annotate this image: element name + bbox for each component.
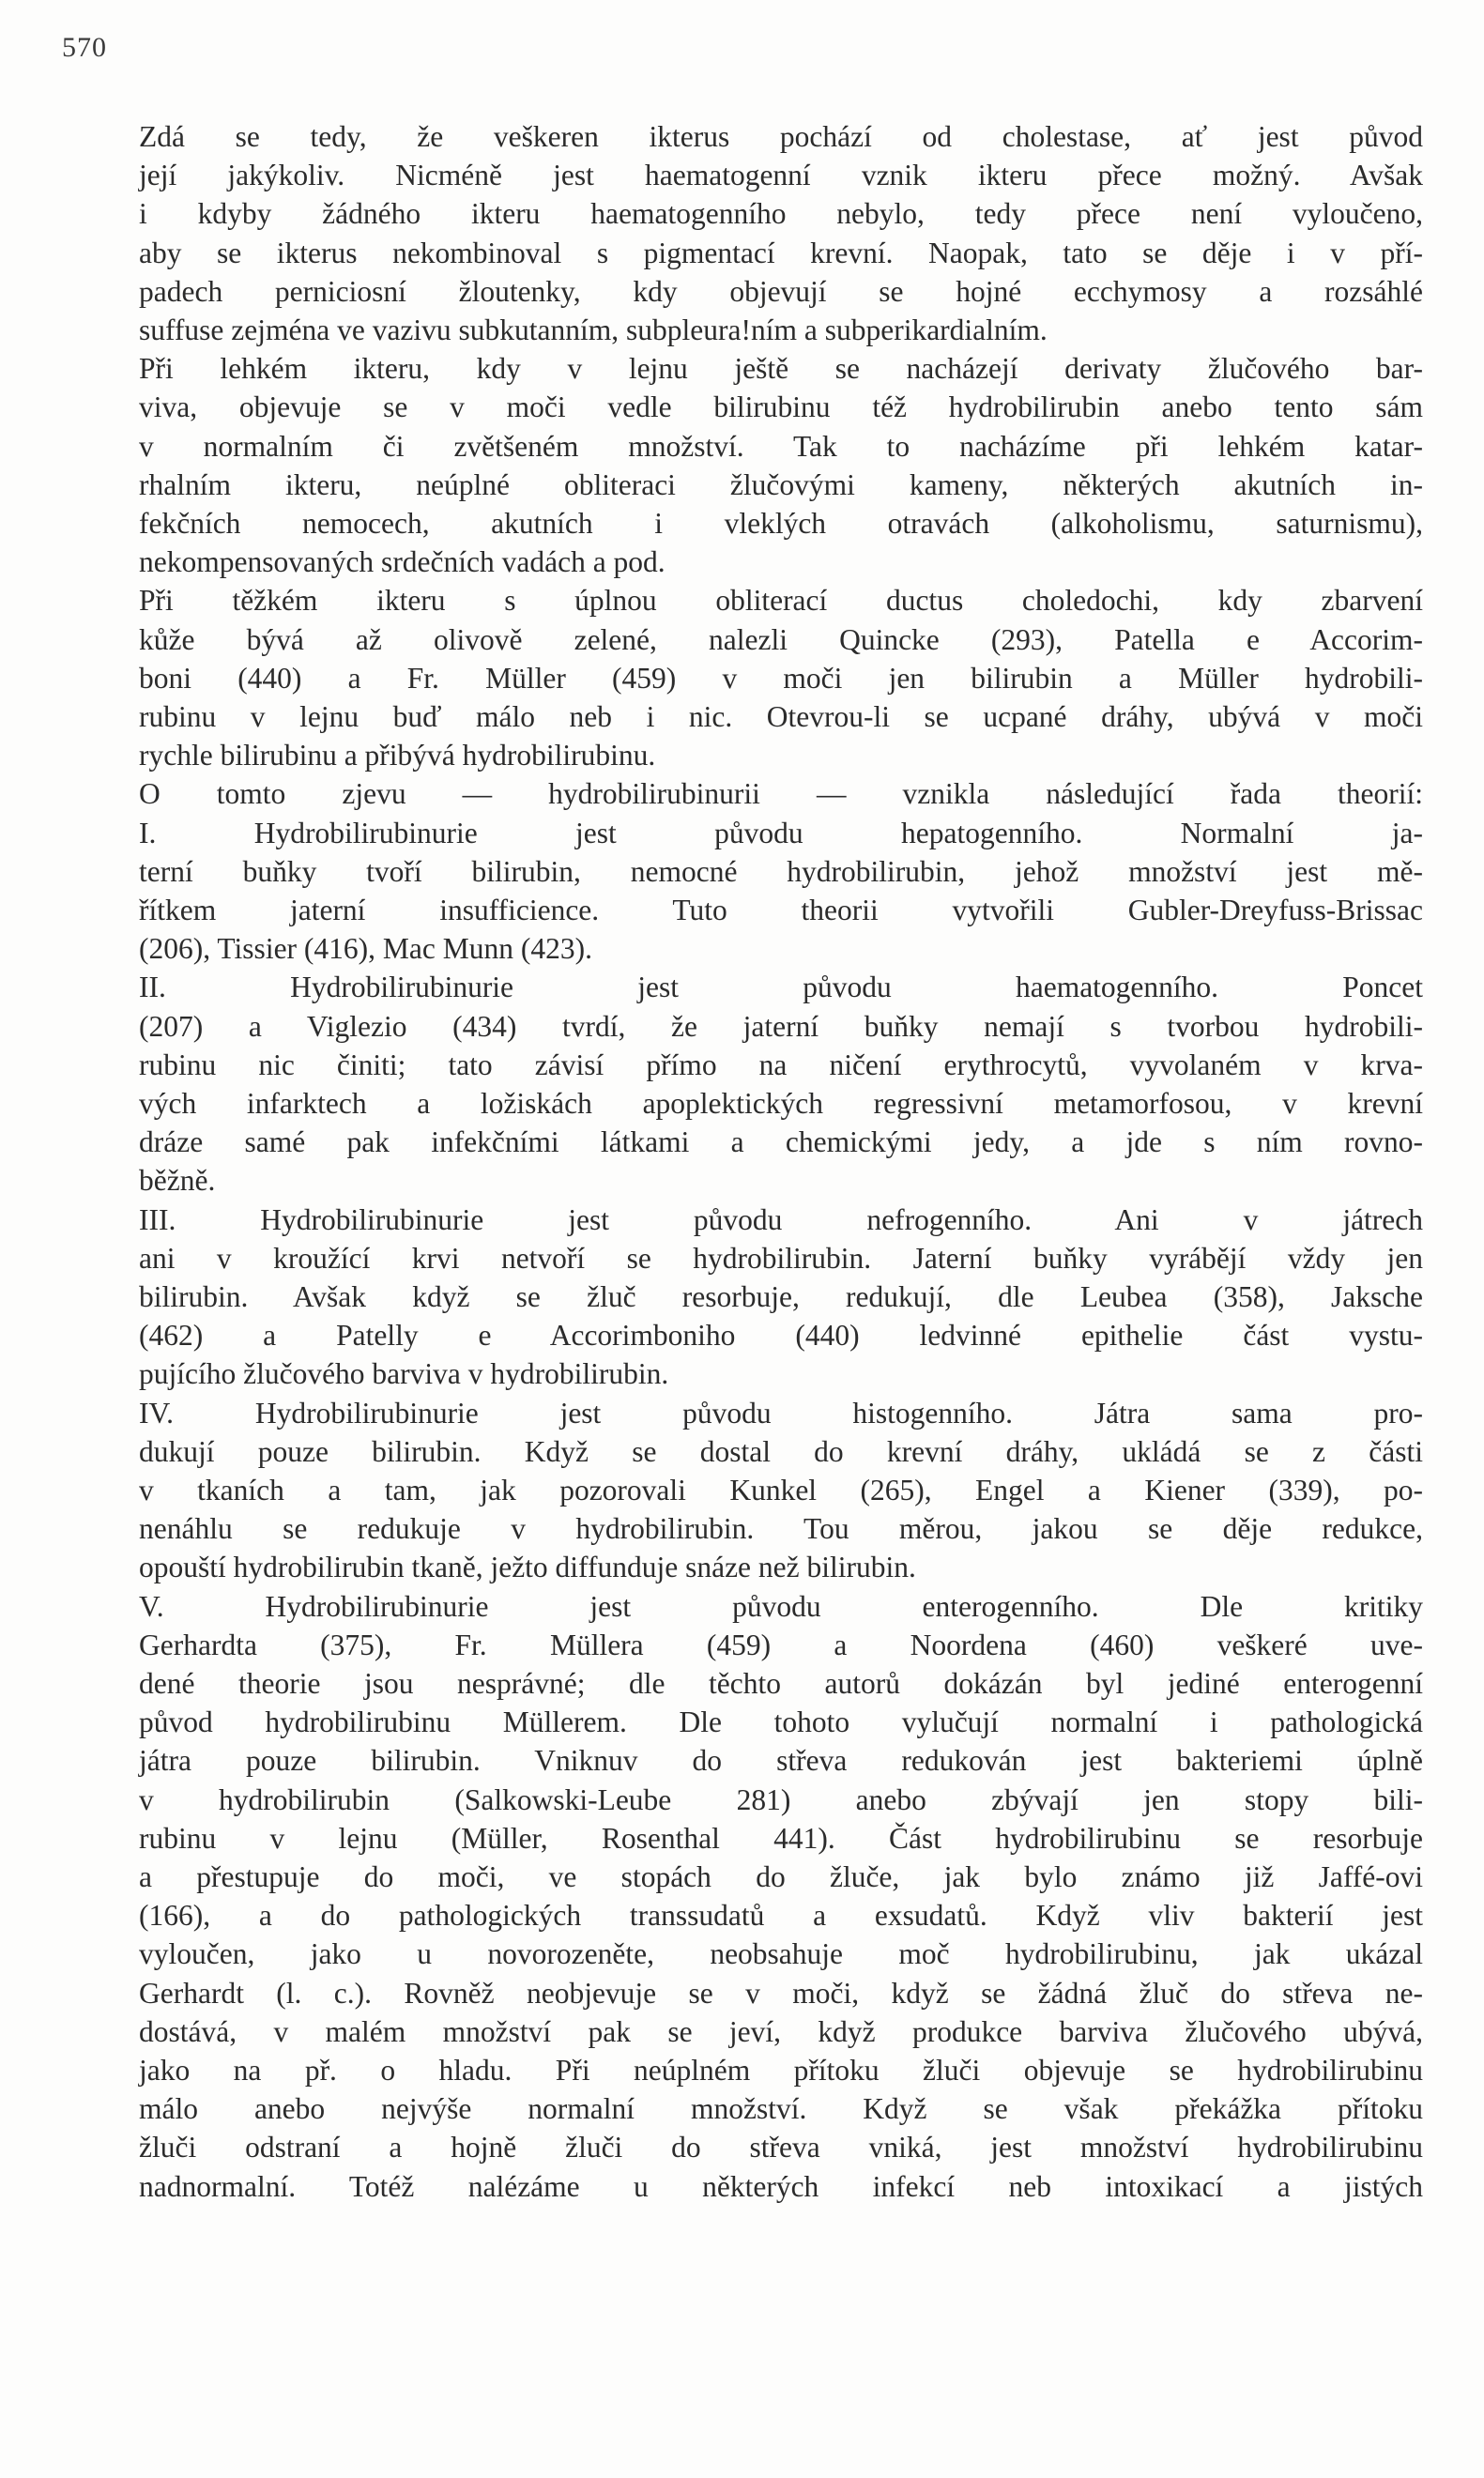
text-line: Gerhardt (l. c.). Rovněž neobjevuje se v moči, když se žádná žluč do střeva ne-: [139, 1976, 1423, 2010]
text-line: vyloučen, jako u novorozeněte, neobsahuje moč hydrobilirubinu, jak ukázal: [139, 1937, 1423, 1971]
text-line: II. Hydrobilirubinurie jest původu haematogenního. Poncet: [139, 971, 1423, 1004]
page-number: 570: [62, 32, 107, 63]
text-line: (462) a Patelly e Accorimboniho (440) ledvinné epithelie část vystu-: [139, 1319, 1423, 1353]
text-line: dené theorie jsou nesprávné; dle těchto autorů dokázán byl jediné enterogenní: [139, 1667, 1423, 1700]
text-line: Při lehkém ikteru, kdy v lejnu ještě se nacházejí derivaty žlučového bar-: [139, 352, 1423, 386]
text-line: nenáhlu se redukuje v hydrobilirubin. Tou měrou, jakou se děje redukce,: [139, 1512, 1423, 1546]
text-line: játra pouze bilirubin. Vniknuv do střeva redukován jest bakteriemi úplně: [139, 1744, 1423, 1778]
text-line: I. Hydrobilirubinurie jest původu hepatogenního. Normalní ja-: [139, 816, 1423, 849]
text-line: a přestupuje do moči, ve stopách do žluče, jak bylo známo již Jaffé-ovi: [139, 1860, 1423, 1893]
text-line: dostává, v malém množství pak se jeví, když produkce barviva žlučového ubývá,: [139, 2014, 1423, 2048]
text-line: v hydrobilirubin (Salkowski-Leube 281) anebo zbývají jen stopy bili-: [139, 1782, 1423, 1816]
text-line: žluči odstraní a hojně žluči do střeva vniká, jest množství hydrobilirubinu: [139, 2131, 1423, 2164]
text-line: Gerhardta (375), Fr. Müllera (459) a Noordena (460) veškeré uve-: [139, 1628, 1423, 1661]
text-line: kůže bývá až olivově zelené, nalezli Quincke (293), Patella e Accorim-: [139, 622, 1423, 656]
text-line: rychle bilirubinu a přibývá hydrobilirubinu.: [139, 739, 656, 772]
text-line: rubinu v lejnu buď málo neb i nic. Otevrou-li se ucpané dráhy, ubývá v moči: [139, 700, 1423, 733]
text-line: vých infarktech a ložiskách apoplektických regressivní metamorfosou, v krevní: [139, 1087, 1423, 1120]
text-line: nekompensovaných srdečních vadách a pod.: [139, 545, 666, 579]
text-line: Zdá se tedy, že veškeren ikterus pochází od cholestase, ať jest původ: [139, 120, 1423, 153]
text-line: opouští hydrobilirubin tkaně, ježto diffunduje snáze než bilirubin.: [139, 1551, 916, 1584]
text-line: III. Hydrobilirubinurie jest původu nefrogenního. Ani v játrech: [139, 1202, 1423, 1236]
text-line: Při těžkém ikteru s úplnou obliterací ductus choledochi, kdy zbarvení: [139, 584, 1423, 618]
text-line: málo anebo nejvýše normalní množství. Když se však překážka přítoku: [139, 2092, 1423, 2126]
text-line: původ hydrobilirubinu Müllerem. Dle tohoto vylučují normalní i pathologická: [139, 1706, 1423, 1739]
text-line: řítkem jaterní insufficience. Tuto theorii vytvořili Gubler-Dreyfuss-Brissac: [139, 894, 1423, 926]
text-line: běžně.: [139, 1164, 216, 1198]
text-line: aby se ikterus nekombinoval s pigmentací krevní. Naopak, tato se děje i v pří-: [139, 236, 1423, 269]
text-line: boni (440) a Fr. Müller (459) v moči jen bilirubin a Müller hydrobili-: [139, 661, 1423, 695]
text-line: její jakýkoliv. Nicméně jest haematogenní vznik ikteru přece možný. Avšak: [139, 159, 1423, 192]
text-line: dukují pouze bilirubin. Když se dostal do krevní dráhy, ukládá se z části: [139, 1434, 1423, 1468]
text-line: rubinu nic činiti; tato závisí přímo na ničení erythrocytů, vyvolaném v krva-: [139, 1048, 1423, 1081]
text-line: v tkaních a tam, jak pozorovali Kunkel (265), Engel a Kiener (339), po-: [139, 1474, 1423, 1507]
text-line: viva, objevuje se v moči vedle bilirubinu též hydrobilirubin anebo tento sám: [139, 390, 1423, 424]
text-line: jako na př. o hladu. Při neúplném přítoku žluči objevuje se hydrobilirubinu: [139, 2054, 1423, 2087]
text-line: rubinu v lejnu (Müller, Rosenthal 441). Část hydrobilirubinu se resorbuje: [139, 1821, 1423, 1855]
text-line: rhalním ikteru, neúplné obliteraci žlučovými kameny, některých akutních in-: [139, 467, 1423, 501]
text-line: O tomto zjevu — hydrobilirubinurii — vznikla následující řada theorií:: [139, 777, 1423, 811]
text-line: terní buňky tvoří bilirubin, nemocné hydrobilirubin, jehož množství jest mě-: [139, 854, 1423, 888]
text-line: nadnormalní. Totéž nalézáme u některých infekcí neb intoxikací a jistých: [139, 2169, 1423, 2203]
text-line: dráze samé pak infekčními látkami a chemickými jedy, a jde s ním rovno-: [139, 1125, 1423, 1159]
text-line: (206), Tissier (416), Mac Munn (423).: [139, 932, 592, 966]
text-line: V. Hydrobilirubinurie jest původu enterogenního. Dle kritiky: [139, 1589, 1423, 1623]
text-line: (207) a Viglezio (434) tvrdí, že jaterní buňky nemají s tvorbou hydrobili-: [139, 1009, 1423, 1043]
text-line: suffuse zejména ve vazivu subkutanním, subpleura!ním a subperikardialním.: [139, 314, 1048, 346]
text-line: pujícího žlučového barviva v hydrobilirubin.: [139, 1357, 669, 1391]
text-line: v normalním či zvětšeném množství. Tak to nacházíme při lehkém katar-: [139, 429, 1423, 463]
text-line: ani v kroužící krvi netvoří se hydrobilirubin. Jaterní buňky vyrábějí vždy jen: [139, 1241, 1423, 1275]
text-line: padech perniciosní žloutenky, kdy objevují se hojné ecchymosy a rozsáhlé: [139, 274, 1423, 308]
text-line: bilirubin. Avšak když se žluč resorbuje, redukují, dle Leubea (358), Jaksche: [139, 1280, 1423, 1313]
text-line: i kdyby žádného ikteru haematogenního nebylo, tedy přece není vyloučeno,: [139, 197, 1423, 231]
text-line: (166), a do pathologických transsudatů a exsudatů. Když vliv bakterií jest: [139, 1899, 1423, 1933]
text-line: fekčních nemocech, akutních i vleklých otravách (alkoholismu, saturnismu),: [139, 507, 1423, 540]
text-line: IV. Hydrobilirubinurie jest původu histogenního. Játra sama pro-: [139, 1396, 1423, 1430]
